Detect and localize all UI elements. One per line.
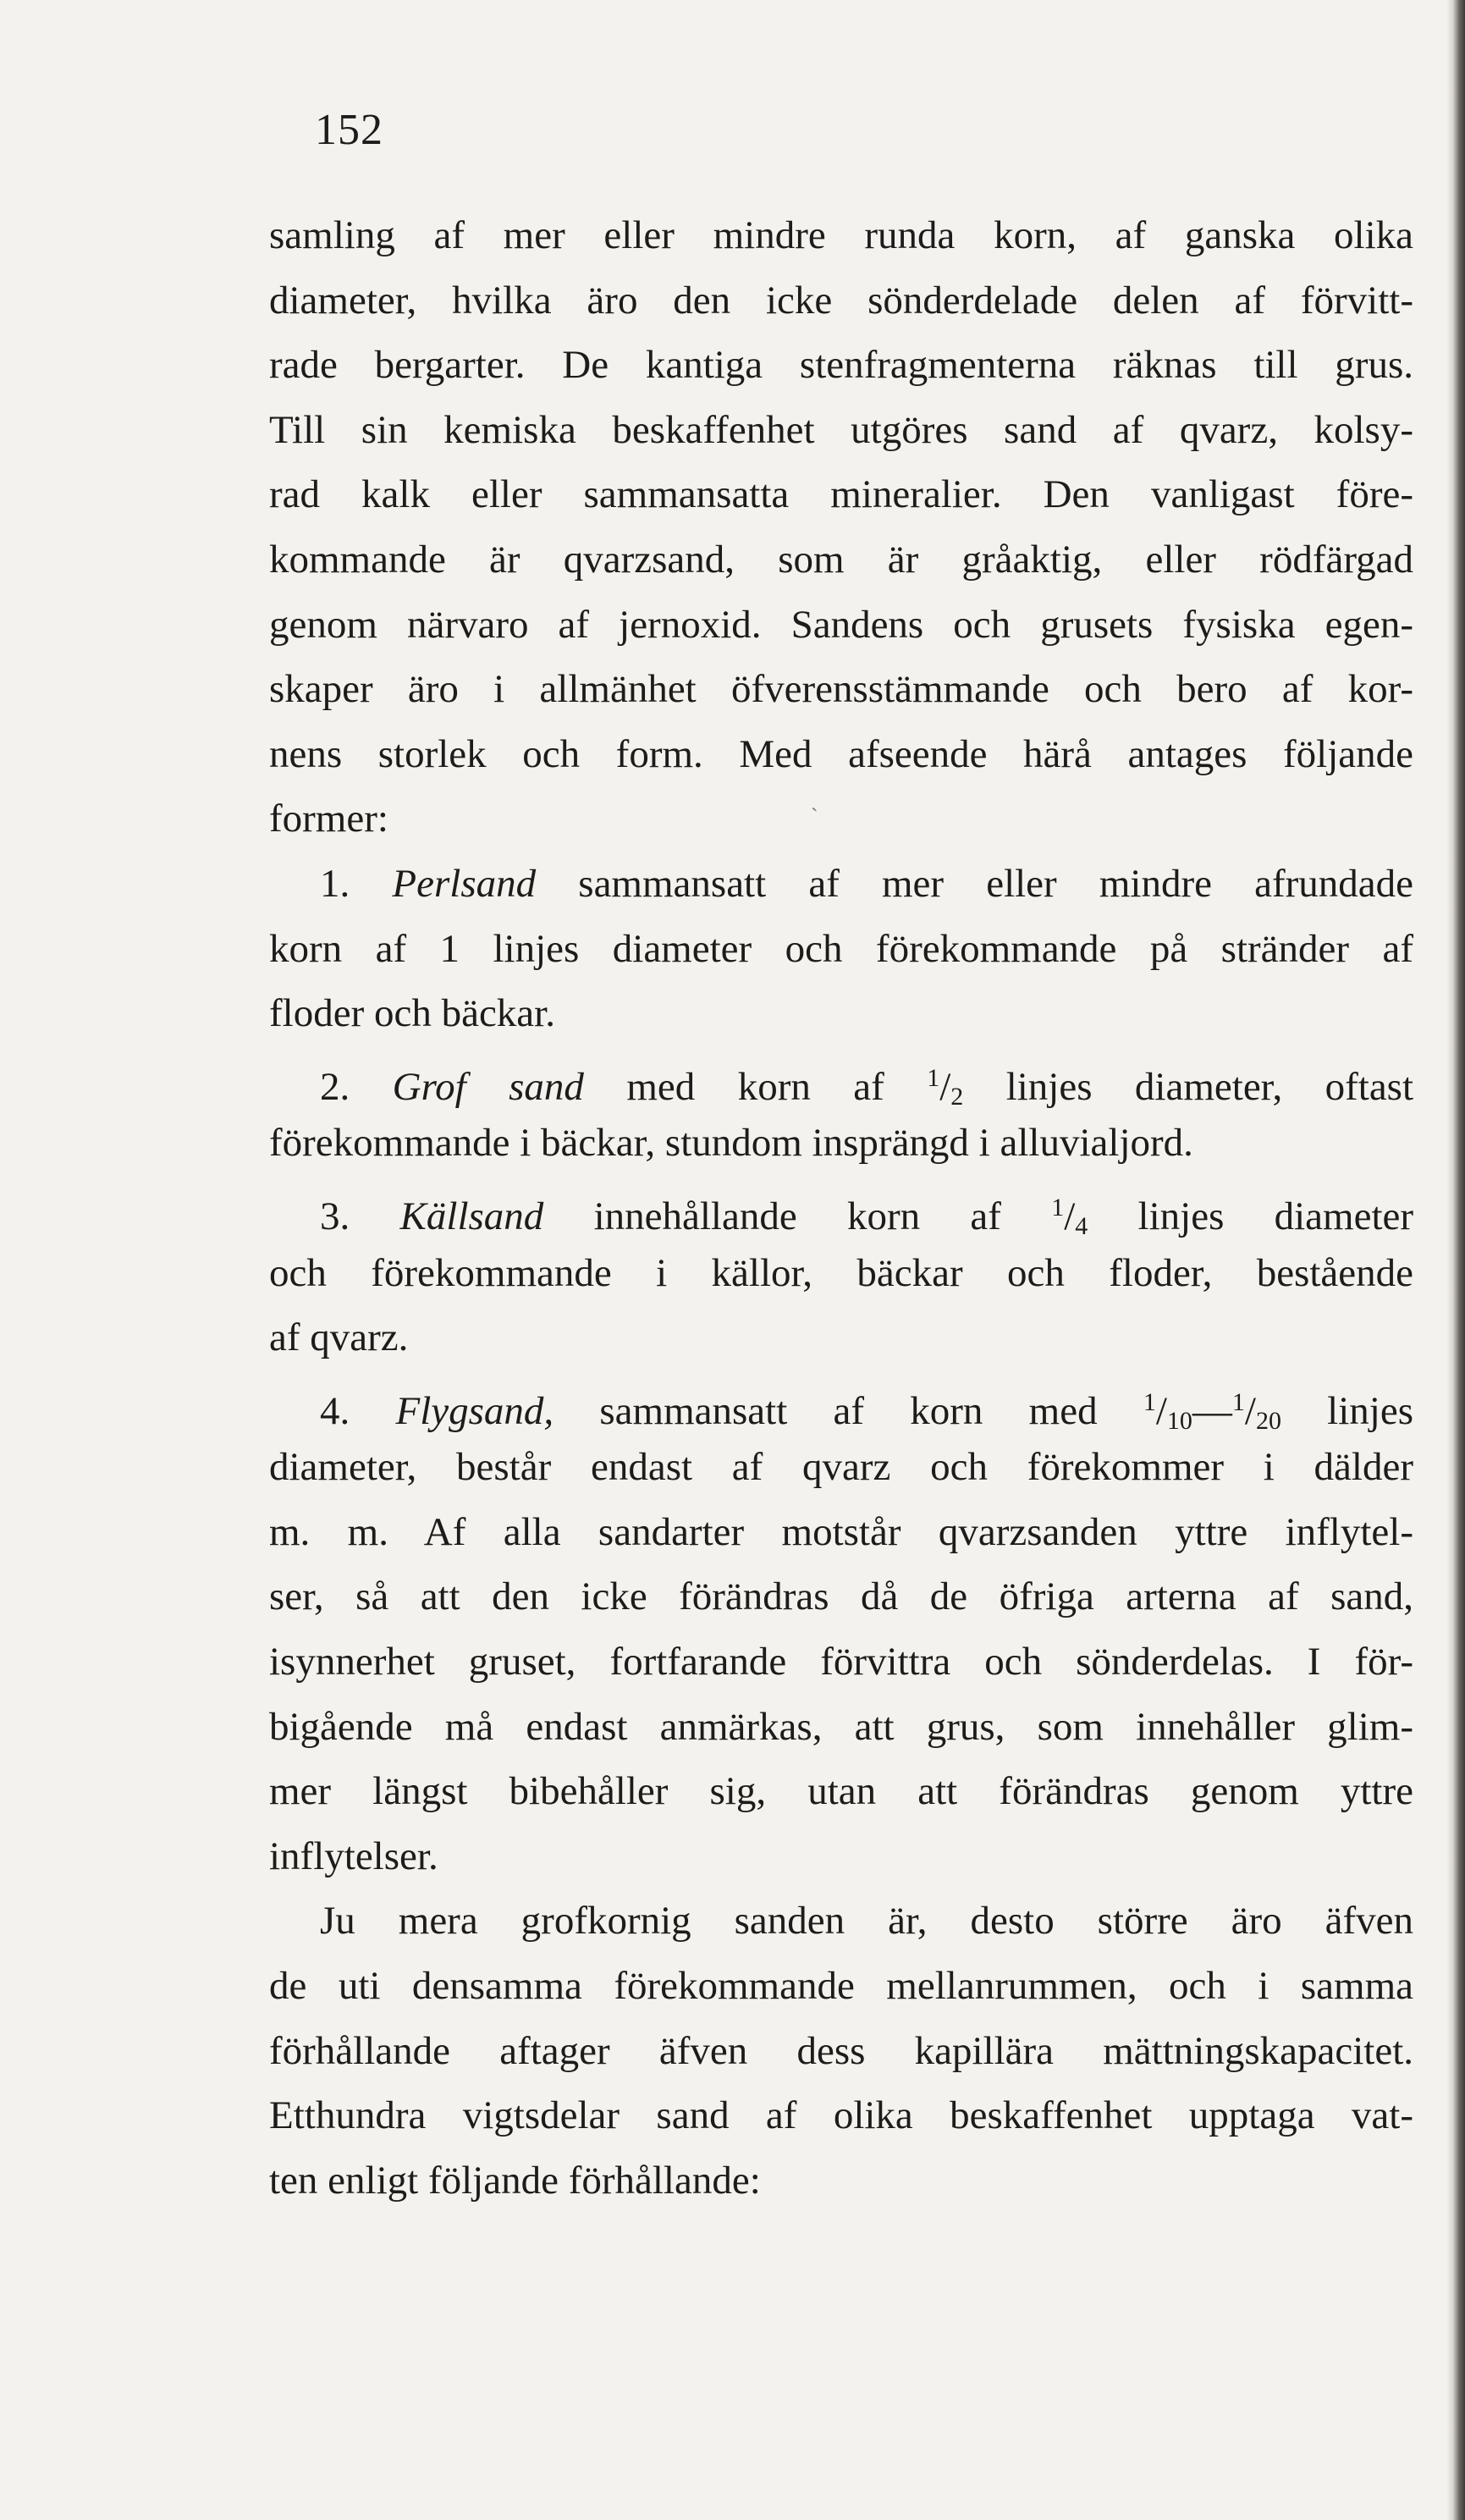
- text-line: korn af 1 linjes diameter och förekommande på stränder af: [269, 926, 1413, 971]
- list-item-flygsand: [269, 1370, 1413, 1436]
- text-line: mer längst bibehåller sig, utan att förändras genom yttre: [269, 1769, 1413, 1814]
- text-span: linjes diameter, oftast: [1005, 1064, 1414, 1109]
- list-item-kallsand: [269, 1176, 1413, 1241]
- term-kallsand: Källsand: [399, 1194, 544, 1238]
- text-line: m. m. Af alla sandarter motstår qvarzsanden yttre inflytel-: [269, 1509, 1413, 1554]
- fraction: $^1/_{20}$: [1231, 1387, 1281, 1435]
- text-line: diameter, hvilka äro den icke sönderdelade delen af förvitt-: [269, 278, 1413, 323]
- text-line: de uti densamma förekommande mellanrummen, och i samma: [269, 1964, 1413, 2009]
- fraction: $^1/_{10}$: [1143, 1387, 1192, 1435]
- text-span: innehållande korn af: [593, 1194, 1001, 1238]
- text-line: former:: [269, 797, 388, 841]
- text-line: förhållande aftager äfven dess kapillära mättningskapacitet.: [269, 2028, 1413, 2073]
- text-span: linjes: [1327, 1388, 1413, 1433]
- text-line: af qvarz.: [269, 1315, 409, 1360]
- body-text: [269, 203, 1413, 2213]
- list-number: 2.: [320, 1064, 350, 1109]
- text-line: rade bergarter. De kantiga stenfragmenterna räknas till grus.: [269, 343, 1413, 388]
- fraction: $^1/_2$: [927, 1063, 964, 1111]
- list-number: 4.: [320, 1388, 350, 1433]
- text-line: och förekommande i källor, bäckar och floder, bestående: [269, 1250, 1413, 1295]
- term-perlsand: Perlsand: [392, 861, 537, 906]
- text-line: förekommande i bäckar, stundom insprängd i alluvialjord.: [269, 1121, 1193, 1166]
- text-line: Etthundra vigtsdelar sand af olika beskaffenhet upptaga vat-: [269, 2093, 1413, 2138]
- text-span: sammansatt af korn med: [599, 1388, 1098, 1433]
- list-item-grof-sand: [269, 1046, 1413, 1111]
- text-line: skaper äro i allmänhet öfverensstämmande och bero af kor-: [269, 667, 1413, 712]
- term-grof-sand: Grof sand: [392, 1064, 584, 1109]
- list-number: 3.: [320, 1194, 350, 1238]
- list-item-perlsand: [269, 852, 1413, 917]
- text-line: Till sin kemiska beskaffenhet utgöres sand af qvarz, kolsy-: [269, 407, 1413, 452]
- page-number: 152: [315, 106, 383, 154]
- text-line: rad kalk eller sammansatta mineralier. Den vanligast före-: [269, 472, 1413, 517]
- text-line: isynnerhet gruset, fortfarande förvittra och sönderdelas. I för-: [269, 1640, 1413, 1685]
- text-span: linjes diameter: [1137, 1194, 1414, 1238]
- text-line: kommande är qvarzsand, som är gråaktig, eller rödfärgad: [269, 537, 1413, 582]
- text-line: floder och bäckar.: [269, 991, 555, 1036]
- text-line: ten enligt följande förhållande:: [269, 2158, 761, 2203]
- text-line: ser, så att den icke förändras då de öfriga arterna af sand,: [269, 1574, 1413, 1619]
- text-line: Ju mera grofkornig sanden är, desto större äro äfven: [320, 1899, 1413, 1944]
- text-span: sammansatt af mer eller mindre afrundade: [578, 861, 1414, 906]
- text-line: genom närvaro af jernoxid. Sandens och grusets fysiska egen-: [269, 602, 1413, 647]
- text-line: bigående må endast anmärkas, att grus, som innehåller glim-: [269, 1704, 1413, 1749]
- stray-print-mark: ˎ: [811, 787, 818, 812]
- page-edge-shadow: [1446, 0, 1465, 2520]
- text-line: nens storlek och form. Med afseende härå antages följande: [269, 731, 1413, 776]
- text-span: med korn af: [626, 1064, 884, 1109]
- text-line: diameter, består endast af qvarz och förekommer i dälder: [269, 1445, 1413, 1490]
- fraction: $^1/_4$: [1051, 1193, 1088, 1240]
- list-number: 1.: [320, 861, 350, 906]
- text-line: samling af mer eller mindre runda korn, af ganska olika: [269, 213, 1413, 257]
- text-line: inflytelser.: [269, 1833, 438, 1878]
- term-flygsand: Flygsand,: [395, 1388, 554, 1433]
- dash: —: [1192, 1388, 1232, 1433]
